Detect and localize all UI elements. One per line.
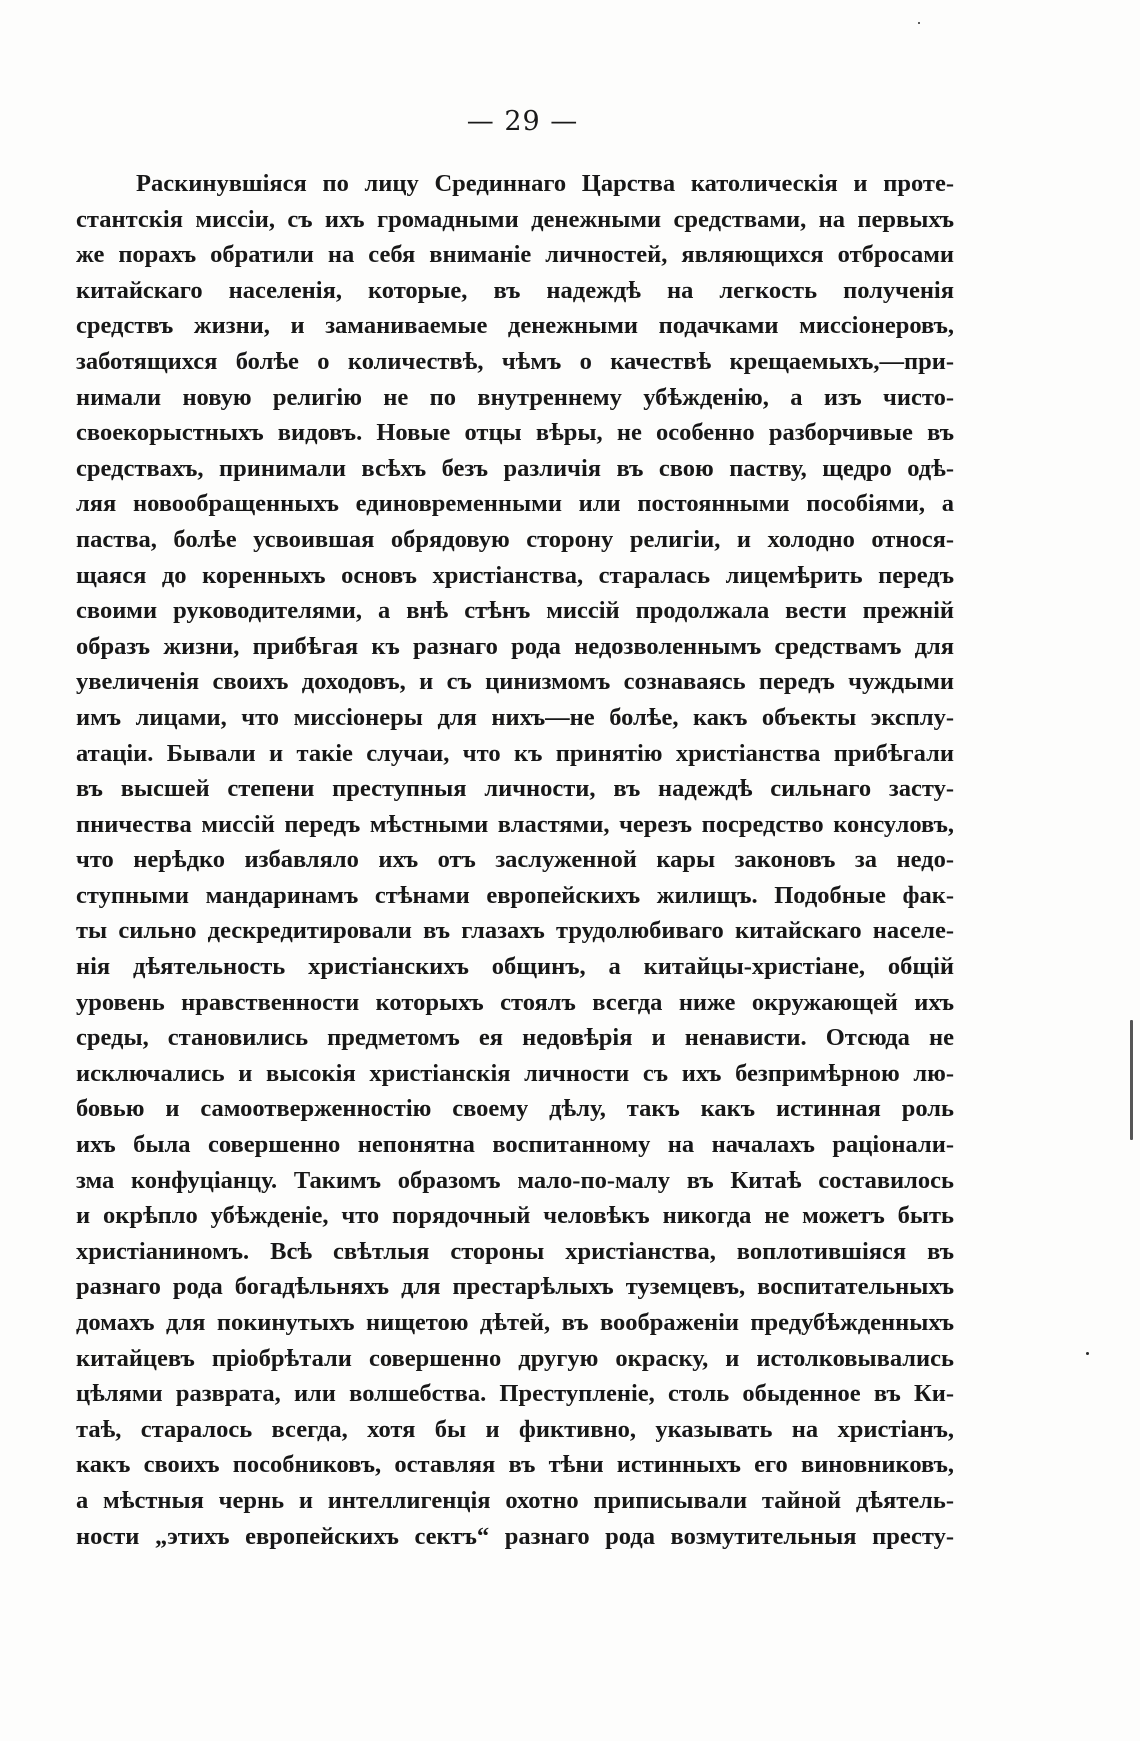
text-line: заботящихся болѣе о количествѣ, чѣмъ о качествѣ крещаемыхъ,—при- (76, 347, 954, 375)
text-line: нія дѣятельность христіанскихъ общинъ, а китайцы-христіане, общій (76, 953, 954, 981)
text-line: и окрѣпло убѣжденіе, что порядочный человѣкъ никогда не можетъ быть (76, 1202, 954, 1230)
text-line: среды, становились предметомъ ея недовѣрія и ненависти. Отсюда не (76, 1024, 954, 1052)
text-line: имъ лицами, что миссіонеры для нихъ—не болѣе, какъ объекты эксплу- (76, 703, 954, 731)
text-line: Раскинувшіяся по лицу Срединнаго Царства католическія и проте- (136, 170, 954, 197)
text-line: китайскаго населенія, которые, въ надеждѣ на легкость полученія (76, 276, 954, 304)
text-line: образъ жизни, прибѣгая къ разнаго рода недозволеннымъ средствамъ для (76, 632, 954, 660)
text-line: бовью и самоотверженностію своему дѣлу, такъ какъ истинная роль (76, 1095, 954, 1123)
scan-speck (918, 22, 920, 24)
text-line: атаціи. Бывали и такіе случаи, что къ принятію христіанства прибѣгали (76, 739, 954, 767)
text-line: какъ своихъ пособниковъ, оставляя въ тѣни истинныхъ его виновниковъ, (76, 1451, 954, 1479)
scan-speck (1086, 1352, 1089, 1355)
body-text (76, 166, 954, 1554)
text-line: домахъ для покинутыхъ нищетою дѣтей, въ воображеніи предубѣжденныхъ (76, 1309, 954, 1336)
text-line: ляя новообращенныхъ единовременными или постоянными пособіями, а (76, 490, 954, 518)
text-line: своекорыстныхъ видовъ. Новые отцы вѣры, не особенно разборчивые въ (76, 419, 954, 447)
page-number: — 29 — (466, 106, 579, 137)
text-line: увеличенія своихъ доходовъ, и съ цинизмомъ сознаваясь передъ чуждыми (76, 668, 954, 696)
text-line: средствахъ, принимали всѣхъ безъ различія въ свою паству, щедро одѣ- (76, 454, 954, 482)
text-line: а мѣстныя чернь и интеллигенція охотно приписывали тайной дѣятель- (76, 1486, 954, 1514)
text-line: въ высшей степени преступныя личности, въ надеждѣ сильнаго засту- (76, 775, 954, 803)
text-line: исключались и высокія христіанскія личности съ ихъ безпримѣрною лю- (76, 1059, 954, 1087)
text-line: нимали новую религію не по внутреннему убѣжденію, а изъ чисто- (76, 383, 954, 411)
text-line: ихъ была совершенно непонятна воспитанному на началахъ раціонали- (76, 1131, 954, 1159)
text-line: разнаго рода богадѣльняхъ для престарѣлыхъ туземцевъ, воспитательныхъ (76, 1273, 954, 1301)
text-line: ности „этихъ европейскихъ сектъ“ разнаго рода возмутительныя престу- (76, 1522, 954, 1550)
text-line: христіаниномъ. Всѣ свѣтлыя стороны христіанства, воплотившіяся въ (76, 1237, 954, 1265)
text-line: щаяся до коренныхъ основъ христіанства, старалась лицемѣрить передъ (76, 561, 954, 589)
scan-speck (1130, 1020, 1133, 1140)
text-line: ступными мандаринамъ стѣнами европейскихъ жилищъ. Подобные фак- (76, 881, 954, 909)
text-line: своими руководителями, а внѣ стѣнъ миссій продолжала вести прежній (76, 597, 954, 625)
text-line: же порахъ обратили на себя вниманіе личностей, являющихся отбросами (76, 241, 954, 269)
text-line: китайцевъ пріобрѣтали совершенно другую окраску, и истолковывались (76, 1344, 954, 1372)
text-line: стантскія миссіи, съ ихъ громадными денежными средствами, на первыхъ (76, 205, 954, 233)
text-line: паства, болѣе усвоившая обрядовую сторону религіи, и холодно относя- (76, 525, 954, 553)
text-line: зма конфуціанцу. Такимъ образомъ мало-по-малу въ Китаѣ составилось (76, 1166, 954, 1194)
text-line: пничества миссій передъ мѣстными властями, черезъ посредство консуловъ, (76, 810, 954, 838)
text-line: средствъ жизни, и заманиваемые денежными подачками миссіонеровъ, (76, 312, 954, 340)
text-line: уровень нравственности которыхъ стоялъ всегда ниже окружающей ихъ (76, 988, 954, 1016)
text-line: цѣлями разврата, или волшебства. Преступленіе, столь обыденное въ Ки- (76, 1380, 954, 1408)
text-line: ты сильно дескредитировали въ глазахъ трудолюбиваго китайскаго населе- (76, 917, 954, 945)
text-line: таѣ, старалось всегда, хотя бы и фиктивно, указывать на христіанъ, (76, 1415, 954, 1443)
text-line: что нерѣдко избавляло ихъ отъ заслуженной кары законовъ за недо- (76, 846, 954, 874)
